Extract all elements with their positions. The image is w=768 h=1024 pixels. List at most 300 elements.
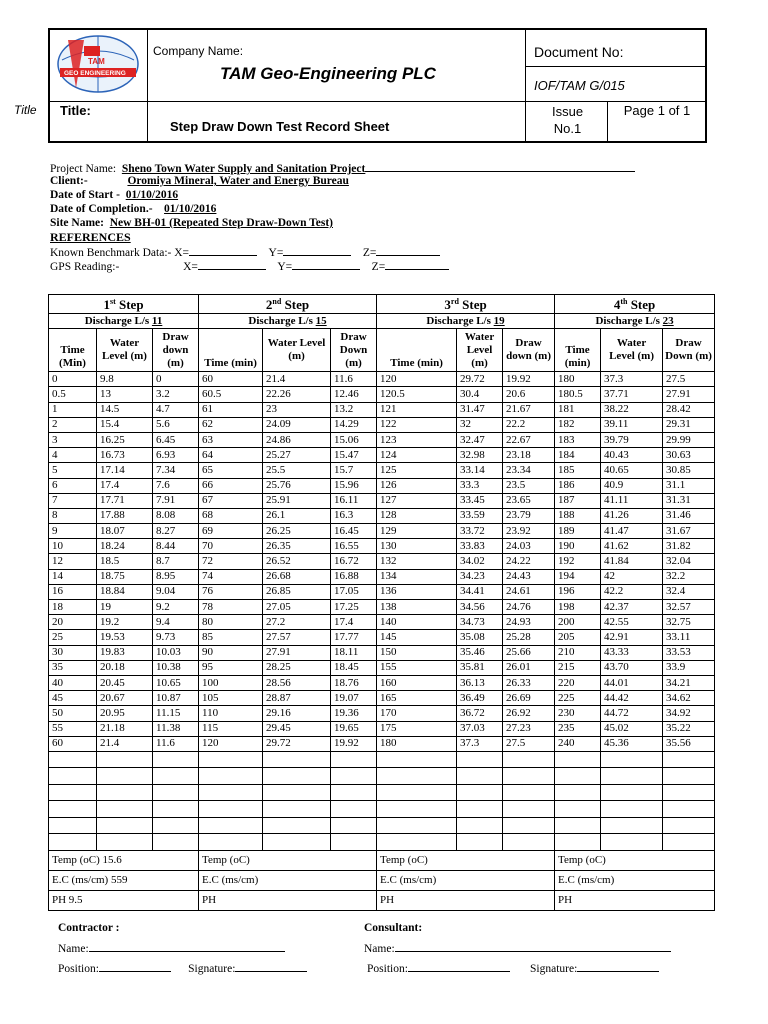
time-cell[interactable]: 85 [199,630,263,645]
water-level-cell[interactable]: 19.2 [97,615,153,630]
blank-cell[interactable] [601,834,663,851]
blank-cell[interactable] [555,768,601,785]
blank-cell[interactable] [601,817,663,834]
drawdown-cell[interactable]: 19.92 [331,736,377,751]
water-level-cell[interactable]: 26.35 [263,539,331,554]
water-level-cell[interactable]: 16.73 [97,448,153,463]
time-cell[interactable]: 188 [555,508,601,523]
blank-cell[interactable] [503,801,555,818]
water-level-cell[interactable]: 26.85 [263,584,331,599]
drawdown-cell[interactable]: 23.79 [503,508,555,523]
water-level-cell[interactable]: 40.9 [601,478,663,493]
water-level-cell[interactable]: 14.5 [97,402,153,417]
water-level-cell[interactable]: 32.47 [457,432,503,447]
time-cell[interactable]: 68 [199,508,263,523]
water-level-cell[interactable]: 18.07 [97,524,153,539]
blank-cell[interactable] [663,768,715,785]
time-cell[interactable]: 90 [199,645,263,660]
drawdown-cell[interactable]: 0 [153,372,199,387]
time-cell[interactable]: 40 [49,675,97,690]
water-level-cell[interactable]: 21.4 [263,372,331,387]
blank-cell[interactable] [97,784,153,801]
water-level-cell[interactable]: 16.25 [97,432,153,447]
water-level-cell[interactable]: 26.1 [263,508,331,523]
time-cell[interactable]: 20 [49,615,97,630]
water-level-cell[interactable]: 40.65 [601,463,663,478]
drawdown-cell[interactable]: 23.92 [503,524,555,539]
time-cell[interactable]: 120 [377,372,457,387]
drawdown-cell[interactable]: 13.2 [331,402,377,417]
blank-cell[interactable] [49,768,97,785]
water-level-cell[interactable]: 20.45 [97,675,153,690]
time-cell[interactable]: 18 [49,600,97,615]
drawdown-cell[interactable]: 24.93 [503,615,555,630]
time-cell[interactable]: 35 [49,660,97,675]
drawdown-cell[interactable]: 16.11 [331,493,377,508]
water-level-cell[interactable]: 24.09 [263,417,331,432]
drawdown-cell[interactable]: 10.38 [153,660,199,675]
time-cell[interactable]: 187 [555,493,601,508]
water-level-cell[interactable]: 18.5 [97,554,153,569]
water-level-cell[interactable]: 28.25 [263,660,331,675]
time-cell[interactable]: 180 [555,372,601,387]
drawdown-cell[interactable]: 30.63 [663,448,715,463]
water-level-cell[interactable]: 19.53 [97,630,153,645]
drawdown-cell[interactable]: 15.96 [331,478,377,493]
drawdown-cell[interactable]: 8.08 [153,508,199,523]
time-cell[interactable]: 30 [49,645,97,660]
drawdown-cell[interactable]: 22.2 [503,417,555,432]
water-level-cell[interactable]: 34.02 [457,554,503,569]
blank-cell[interactable] [49,801,97,818]
drawdown-cell[interactable]: 23.65 [503,493,555,508]
time-cell[interactable]: 10 [49,539,97,554]
time-cell[interactable]: 183 [555,432,601,447]
water-level-cell[interactable]: 27.57 [263,630,331,645]
blank-cell[interactable] [97,751,153,768]
water-level-cell[interactable]: 15.4 [97,417,153,432]
time-cell[interactable]: 129 [377,524,457,539]
time-cell[interactable]: 14 [49,569,97,584]
water-level-cell[interactable]: 41.62 [601,539,663,554]
water-level-cell[interactable]: 31.47 [457,402,503,417]
time-cell[interactable]: 16 [49,584,97,599]
time-cell[interactable]: 230 [555,706,601,721]
water-level-cell[interactable]: 42.37 [601,600,663,615]
drawdown-cell[interactable]: 26.33 [503,675,555,690]
blank-cell[interactable] [555,834,601,851]
water-level-cell[interactable]: 37.71 [601,387,663,402]
blank-cell[interactable] [263,817,331,834]
water-level-cell[interactable]: 20.67 [97,691,153,706]
water-level-cell[interactable]: 39.79 [601,432,663,447]
water-level-cell[interactable]: 13 [97,387,153,402]
blank-cell[interactable] [331,784,377,801]
time-cell[interactable]: 225 [555,691,601,706]
blank-cell[interactable] [263,784,331,801]
water-level-cell[interactable]: 34.23 [457,569,503,584]
blank-cell[interactable] [601,784,663,801]
drawdown-cell[interactable]: 10.65 [153,675,199,690]
time-cell[interactable]: 72 [199,554,263,569]
water-level-cell[interactable]: 25.76 [263,478,331,493]
water-level-cell[interactable]: 29.45 [263,721,331,736]
drawdown-cell[interactable]: 8.95 [153,569,199,584]
time-cell[interactable]: 50 [49,706,97,721]
drawdown-cell[interactable]: 16.45 [331,524,377,539]
water-level-cell[interactable]: 41.47 [601,524,663,539]
time-cell[interactable]: 65 [199,463,263,478]
drawdown-cell[interactable]: 7.6 [153,478,199,493]
water-level-cell[interactable]: 35.46 [457,645,503,660]
blank-cell[interactable] [331,751,377,768]
water-level-cell[interactable]: 42.2 [601,584,663,599]
blank-cell[interactable] [457,834,503,851]
drawdown-cell[interactable]: 11.6 [331,372,377,387]
time-cell[interactable]: 235 [555,721,601,736]
time-cell[interactable]: 205 [555,630,601,645]
blank-cell[interactable] [457,784,503,801]
drawdown-cell[interactable]: 16.3 [331,508,377,523]
time-cell[interactable]: 140 [377,615,457,630]
water-level-cell[interactable]: 43.70 [601,660,663,675]
drawdown-cell[interactable]: 31.1 [663,478,715,493]
drawdown-cell[interactable]: 25.28 [503,630,555,645]
time-cell[interactable]: 62 [199,417,263,432]
drawdown-cell[interactable]: 31.82 [663,539,715,554]
water-level-cell[interactable]: 18.24 [97,539,153,554]
water-level-cell[interactable]: 42.91 [601,630,663,645]
time-cell[interactable]: 110 [199,706,263,721]
water-level-cell[interactable]: 27.91 [263,645,331,660]
drawdown-cell[interactable]: 35.56 [663,736,715,751]
drawdown-cell[interactable]: 11.6 [153,736,199,751]
drawdown-cell[interactable]: 18.76 [331,675,377,690]
drawdown-cell[interactable]: 17.25 [331,600,377,615]
time-cell[interactable]: 220 [555,675,601,690]
drawdown-cell[interactable]: 3.2 [153,387,199,402]
blank-cell[interactable] [199,768,263,785]
drawdown-cell[interactable]: 7.34 [153,463,199,478]
water-level-cell[interactable]: 36.13 [457,675,503,690]
drawdown-cell[interactable]: 24.03 [503,539,555,554]
water-level-cell[interactable]: 33.83 [457,539,503,554]
water-level-cell[interactable]: 29.16 [263,706,331,721]
blank-cell[interactable] [331,801,377,818]
blank-cell[interactable] [263,834,331,851]
time-cell[interactable]: 127 [377,493,457,508]
time-cell[interactable]: 185 [555,463,601,478]
time-cell[interactable]: 60.5 [199,387,263,402]
blank-cell[interactable] [199,751,263,768]
time-cell[interactable]: 189 [555,524,601,539]
drawdown-cell[interactable]: 9.2 [153,600,199,615]
time-cell[interactable]: 196 [555,584,601,599]
time-cell[interactable]: 61 [199,402,263,417]
time-cell[interactable]: 45 [49,691,97,706]
ec-step-2[interactable]: E.C (ms/cm) [199,870,377,890]
ec-step-4[interactable]: E.C (ms/cm) [555,870,715,890]
blank-cell[interactable] [331,817,377,834]
water-level-cell[interactable]: 24.86 [263,432,331,447]
water-level-cell[interactable]: 17.14 [97,463,153,478]
blank-cell[interactable] [199,834,263,851]
time-cell[interactable]: 105 [199,691,263,706]
blank-cell[interactable] [663,817,715,834]
time-cell[interactable]: 145 [377,630,457,645]
time-cell[interactable]: 95 [199,660,263,675]
ec-step-1[interactable]: E.C (ms/cm) 559 [49,870,199,890]
drawdown-cell[interactable]: 29.31 [663,417,715,432]
temp-step-2[interactable]: Temp (oC) [199,850,377,870]
temp-step-4[interactable]: Temp (oC) [555,850,715,870]
blank-cell[interactable] [663,784,715,801]
blank-cell[interactable] [503,817,555,834]
water-level-cell[interactable]: 19.83 [97,645,153,660]
water-level-cell[interactable]: 28.87 [263,691,331,706]
drawdown-cell[interactable]: 19.07 [331,691,377,706]
water-level-cell[interactable]: 17.88 [97,508,153,523]
blank-cell[interactable] [263,768,331,785]
drawdown-cell[interactable]: 30.85 [663,463,715,478]
drawdown-cell[interactable]: 6.93 [153,448,199,463]
time-cell[interactable]: 130 [377,539,457,554]
water-level-cell[interactable]: 34.73 [457,615,503,630]
drawdown-cell[interactable]: 25.66 [503,645,555,660]
drawdown-cell[interactable]: 33.9 [663,660,715,675]
blank-cell[interactable] [49,751,97,768]
blank-cell[interactable] [457,817,503,834]
water-level-cell[interactable]: 9.8 [97,372,153,387]
drawdown-cell[interactable]: 23.5 [503,478,555,493]
time-cell[interactable]: 210 [555,645,601,660]
blank-cell[interactable] [97,801,153,818]
ph-step-4[interactable]: PH [555,890,715,910]
time-cell[interactable]: 124 [377,448,457,463]
water-level-cell[interactable]: 34.41 [457,584,503,599]
time-cell[interactable]: 9 [49,524,97,539]
water-level-cell[interactable]: 28.56 [263,675,331,690]
time-cell[interactable]: 123 [377,432,457,447]
drawdown-cell[interactable]: 19.36 [331,706,377,721]
drawdown-cell[interactable]: 17.77 [331,630,377,645]
time-cell[interactable]: 60 [199,372,263,387]
drawdown-cell[interactable]: 8.27 [153,524,199,539]
blank-cell[interactable] [49,784,97,801]
water-level-cell[interactable]: 36.49 [457,691,503,706]
water-level-cell[interactable]: 44.72 [601,706,663,721]
time-cell[interactable]: 1 [49,402,97,417]
blank-cell[interactable] [503,751,555,768]
consultant-name-field[interactable]: Name: [364,940,671,955]
blank-cell[interactable] [153,751,199,768]
blank-cell[interactable] [153,801,199,818]
blank-cell[interactable] [663,751,715,768]
blank-cell[interactable] [153,784,199,801]
temp-step-3[interactable]: Temp (oC) [377,850,555,870]
time-cell[interactable]: 122 [377,417,457,432]
time-cell[interactable]: 64 [199,448,263,463]
drawdown-cell[interactable]: 16.72 [331,554,377,569]
water-level-cell[interactable]: 43.33 [601,645,663,660]
water-level-cell[interactable]: 30.4 [457,387,503,402]
ph-step-1[interactable]: PH 9.5 [49,890,199,910]
water-level-cell[interactable]: 40.43 [601,448,663,463]
time-cell[interactable]: 120 [199,736,263,751]
time-cell[interactable]: 240 [555,736,601,751]
water-level-cell[interactable]: 37.3 [601,372,663,387]
blank-cell[interactable] [331,834,377,851]
water-level-cell[interactable]: 32.98 [457,448,503,463]
drawdown-cell[interactable]: 26.92 [503,706,555,721]
drawdown-cell[interactable]: 15.06 [331,432,377,447]
time-cell[interactable]: 194 [555,569,601,584]
drawdown-cell[interactable]: 19.65 [331,721,377,736]
water-level-cell[interactable]: 35.81 [457,660,503,675]
drawdown-cell[interactable]: 33.11 [663,630,715,645]
time-cell[interactable]: 182 [555,417,601,432]
drawdown-cell[interactable]: 27.5 [663,372,715,387]
drawdown-cell[interactable]: 24.61 [503,584,555,599]
time-cell[interactable]: 215 [555,660,601,675]
blank-cell[interactable] [199,801,263,818]
time-cell[interactable]: 138 [377,600,457,615]
drawdown-cell[interactable]: 9.04 [153,584,199,599]
time-cell[interactable]: 3 [49,432,97,447]
time-cell[interactable]: 126 [377,478,457,493]
blank-cell[interactable] [199,817,263,834]
water-level-cell[interactable]: 20.18 [97,660,153,675]
ph-step-3[interactable]: PH [377,890,555,910]
drawdown-cell[interactable]: 18.45 [331,660,377,675]
water-level-cell[interactable]: 33.45 [457,493,503,508]
drawdown-cell[interactable]: 34.21 [663,675,715,690]
water-level-cell[interactable]: 37.03 [457,721,503,736]
drawdown-cell[interactable]: 27.5 [503,736,555,751]
ec-step-3[interactable]: E.C (ms/cm) [377,870,555,890]
blank-cell[interactable] [49,834,97,851]
temp-step-1[interactable]: Temp (oC) 15.6 [49,850,199,870]
time-cell[interactable]: 181 [555,402,601,417]
time-cell[interactable]: 184 [555,448,601,463]
blank-cell[interactable] [377,784,457,801]
water-level-cell[interactable]: 39.11 [601,417,663,432]
water-level-cell[interactable]: 21.4 [97,736,153,751]
blank-cell[interactable] [503,834,555,851]
drawdown-cell[interactable]: 24.76 [503,600,555,615]
drawdown-cell[interactable]: 15.7 [331,463,377,478]
blank-cell[interactable] [457,801,503,818]
blank-cell[interactable] [601,751,663,768]
water-level-cell[interactable]: 33.3 [457,478,503,493]
water-level-cell[interactable]: 45.36 [601,736,663,751]
time-cell[interactable]: 8 [49,508,97,523]
blank-cell[interactable] [503,768,555,785]
water-level-cell[interactable]: 18.84 [97,584,153,599]
water-level-cell[interactable]: 25.5 [263,463,331,478]
drawdown-cell[interactable]: 27.23 [503,721,555,736]
drawdown-cell[interactable]: 27.91 [663,387,715,402]
drawdown-cell[interactable]: 10.87 [153,691,199,706]
drawdown-cell[interactable]: 32.4 [663,584,715,599]
contractor-name-field[interactable]: Name: [58,940,285,955]
time-cell[interactable]: 74 [199,569,263,584]
blank-cell[interactable] [153,768,199,785]
drawdown-cell[interactable]: 7.91 [153,493,199,508]
water-level-cell[interactable]: 41.84 [601,554,663,569]
drawdown-cell[interactable]: 24.43 [503,569,555,584]
drawdown-cell[interactable]: 23.18 [503,448,555,463]
drawdown-cell[interactable]: 32.04 [663,554,715,569]
drawdown-cell[interactable]: 9.73 [153,630,199,645]
drawdown-cell[interactable]: 12.46 [331,387,377,402]
drawdown-cell[interactable]: 8.7 [153,554,199,569]
water-level-cell[interactable]: 33.72 [457,524,503,539]
water-level-cell[interactable]: 27.05 [263,600,331,615]
drawdown-cell[interactable]: 24.22 [503,554,555,569]
water-level-cell[interactable]: 26.52 [263,554,331,569]
drawdown-cell[interactable]: 33.53 [663,645,715,660]
blank-cell[interactable] [377,768,457,785]
time-cell[interactable]: 63 [199,432,263,447]
blank-cell[interactable] [601,801,663,818]
time-cell[interactable]: 175 [377,721,457,736]
drawdown-cell[interactable]: 16.55 [331,539,377,554]
time-cell[interactable]: 150 [377,645,457,660]
time-cell[interactable]: 6 [49,478,97,493]
time-cell[interactable]: 2 [49,417,97,432]
drawdown-cell[interactable]: 18.11 [331,645,377,660]
water-level-cell[interactable]: 41.26 [601,508,663,523]
water-level-cell[interactable]: 33.14 [457,463,503,478]
drawdown-cell[interactable]: 16.88 [331,569,377,584]
time-cell[interactable]: 200 [555,615,601,630]
contractor-position-signature[interactable]: Position: Signature: [58,960,307,975]
time-cell[interactable]: 5 [49,463,97,478]
water-level-cell[interactable]: 42 [601,569,663,584]
blank-cell[interactable] [97,834,153,851]
consultant-position-signature[interactable]: Position: Signature: [367,960,659,975]
drawdown-cell[interactable]: 14.29 [331,417,377,432]
time-cell[interactable]: 134 [377,569,457,584]
drawdown-cell[interactable]: 28.42 [663,402,715,417]
drawdown-cell[interactable]: 19.92 [503,372,555,387]
water-level-cell[interactable]: 42.55 [601,615,663,630]
time-cell[interactable]: 120.5 [377,387,457,402]
time-cell[interactable]: 186 [555,478,601,493]
time-cell[interactable]: 76 [199,584,263,599]
drawdown-cell[interactable]: 32.2 [663,569,715,584]
blank-cell[interactable] [377,817,457,834]
water-level-cell[interactable]: 38.22 [601,402,663,417]
blank-cell[interactable] [601,768,663,785]
time-cell[interactable]: 180.5 [555,387,601,402]
time-cell[interactable]: 4 [49,448,97,463]
time-cell[interactable]: 67 [199,493,263,508]
blank-cell[interactable] [663,801,715,818]
time-cell[interactable]: 25 [49,630,97,645]
drawdown-cell[interactable]: 29.99 [663,432,715,447]
blank-cell[interactable] [97,817,153,834]
water-level-cell[interactable]: 29.72 [457,372,503,387]
drawdown-cell[interactable]: 34.92 [663,706,715,721]
time-cell[interactable]: 165 [377,691,457,706]
time-cell[interactable]: 69 [199,524,263,539]
drawdown-cell[interactable]: 11.38 [153,721,199,736]
water-level-cell[interactable]: 44.42 [601,691,663,706]
blank-cell[interactable] [377,834,457,851]
drawdown-cell[interactable]: 26.01 [503,660,555,675]
